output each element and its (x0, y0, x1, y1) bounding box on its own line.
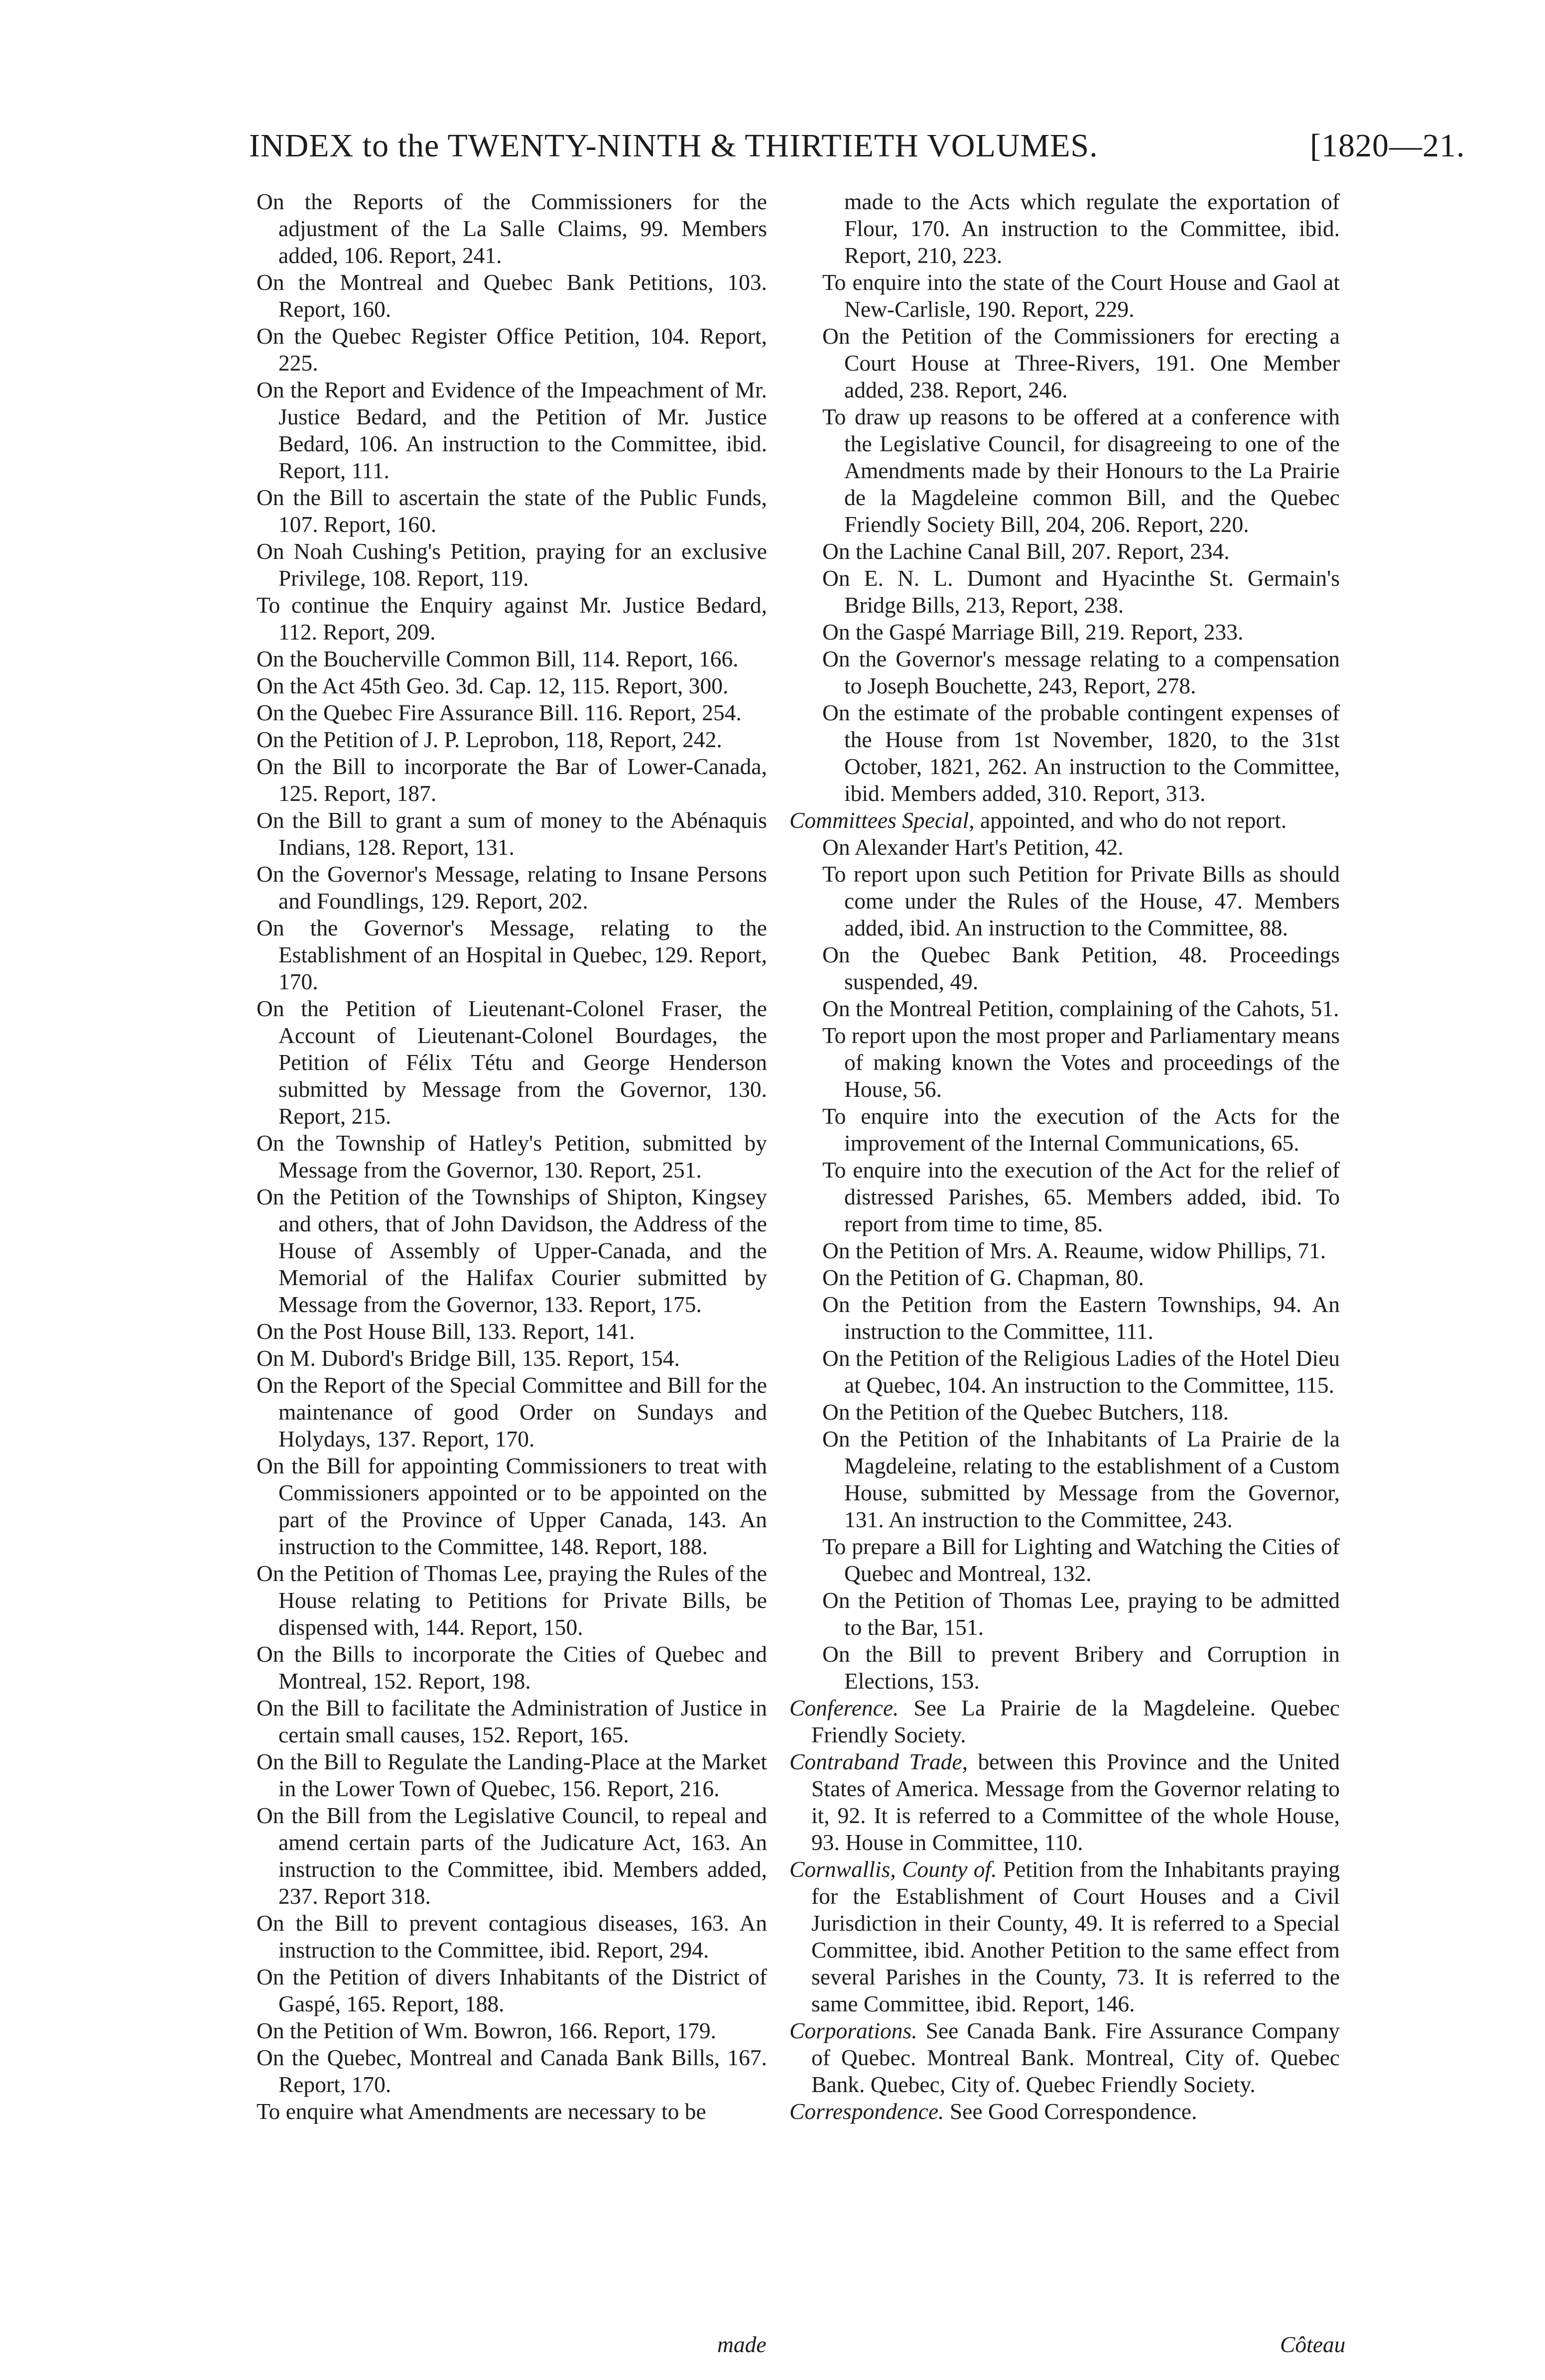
heading-text: Petition from the Inhabitants praying for the Establishment of Court Houses and a Civil Jurisdiction in their County, 49. It is referred to a Special Committee, ibid. Another Petition to the same effect from several Parishes in the County, 73. It is referred to the same Committee, ibid. Report, 146. (811, 1856, 1340, 2016)
index-entry: On the Bill to incorporate the Bar of Lower-Canada, 125. Report, 187. (257, 754, 767, 806)
catchword-left: made (717, 2332, 767, 2357)
index-entry: On the Petition of Mrs. A. Reaume, widow Phillips, 71. (822, 1238, 1326, 1263)
heading-contraband-trade (789, 1748, 1340, 1856)
catchword-right: Côteau (1280, 2332, 1346, 2357)
index-entry: On the Report of the Special Committee and Bill for the maintenance of good Order on Sundays and Holydays, 137. Report, 170. (257, 1372, 767, 1452)
running-title: INDEX to the TWENTY-NINTH & THIRTIETH VOLUMES. (249, 128, 1098, 164)
index-entry: On the Bill to Regulate the Landing-Place at the Market in the Lower Town of Quebec, 156. Report, 216. (257, 1749, 767, 1801)
index-entry-continued: made to the Acts which regulate the exportation of Flour, 170. An instruction to the Committee, ibid. Report, 210, 223. (844, 189, 1340, 268)
folio-years: [1820—21. (1310, 128, 1465, 164)
index-entry: To draw up reasons to be offered at a conference with the Legislative Council, for disagreeing to one of the Amendments made by their Honours to the La Prairie de la Magdeleine common Bill, and the Quebec Friendly Society Bill, 204, 206. Report, 220. (822, 404, 1340, 537)
index-entry: On the Quebec Bank Petition, 48. Proceedings suspended, 49. (822, 942, 1340, 994)
headword: Correspondence. (789, 2099, 944, 2124)
index-entry: On the Petition of Wm. Bowron, 166. Report, 179. (257, 2018, 716, 2043)
index-entry: On the Petition of G. Chapman, 80. (822, 1265, 1144, 1290)
index-entry: On the Quebec Register Office Petition, 104. Report, 225. (257, 323, 767, 376)
index-entry: On the Bill to grant a sum of money to the Abénaquis Indians, 128. Report, 131. (257, 807, 767, 860)
heading-correspondence (789, 2098, 1340, 2125)
heading-text: between this Province and the United States of America. Message from the Governor relating to it, 92. It is referred to a Committee of the whole House, 93. House in Committee, 110. (811, 1749, 1340, 1855)
heading-text: appointed, and who do not report. (980, 807, 1287, 833)
index-entry: On the Governor's message relating to a compensation to Joseph Bouchette, 243, Report, 278. (822, 646, 1340, 698)
heading-corporations (789, 2017, 1340, 2098)
index-entry: On the Petition of the Townships of Shipton, Kingsey and others, that of John Davidson, the Address of the House of Assembly of Upper-Canada, and the Memorial of the Halifax Courier submitted by Message from the Governor, 133. Report, 175. (257, 1184, 767, 1317)
index-entry: On the Reports of the Commissioners for the adjustment of the La Salle Claims, 99. Members added, 106. Report, 241. (257, 189, 767, 268)
heading-text: See Good Correspondence. (949, 2099, 1197, 2124)
index-entry: On the Petition of the Quebec Butchers, 118. (822, 1399, 1229, 1425)
index-entry: To enquire into the state of the Court House and Gaol at New-Carlisle, 190. Report, 229. (822, 269, 1340, 322)
heading-committees-special (789, 807, 1340, 834)
index-entry: On the Montreal Petition, complaining of the Cahots, 51. (822, 996, 1339, 1021)
index-entry: On E. N. L. Dumont and Hyacinthe St. Germain's Bridge Bills, 213, Report, 238. (822, 565, 1340, 618)
index-entry: On the Petition of Thomas Lee, praying to be admitted to the Bar, 151. (822, 1587, 1340, 1640)
index-entry: On the Governor's Message, relating to the Establishment of an Hospital in Quebec, 129. Report, 170. (257, 915, 767, 994)
index-entry: On the Petition of the Inhabitants of La Prairie de la Magdeleine, relating to the establishment of a Custom House, submitted by Message from the Governor, 131. An instruction to the Committee, 243. (822, 1426, 1340, 1532)
index-entry: To continue the Enquiry against Mr. Justice Bedard, 112. Report, 209. (257, 592, 767, 645)
index-entry: To enquire into the execution of the Acts for the improvement of the Internal Communications, 65. (822, 1103, 1340, 1156)
index-entry: On M. Dubord's Bridge Bill, 135. Report, 154. (257, 1345, 680, 1371)
headword: Cornwallis, County of. (789, 1856, 997, 1882)
index-entry: On the Petition from the Eastern Townships, 94. An instruction to the Committee, 111. (822, 1292, 1340, 1344)
index-entry: On the Petition of Thomas Lee, praying the Rules of the House relating to Petitions for Private Bills, be dispensed with, 144. Report, 150. (257, 1561, 767, 1640)
index-entry: On the estimate of the probable contingent expenses of the House from 1st November, 1820, to the 31st October, 1821, 262. An instruction to the Committee, ibid. Members added, 310. Report, 313. (822, 700, 1340, 806)
index-entry: On the Act 45th Geo. 3d. Cap. 12, 115. Report, 300. (257, 673, 729, 698)
index-entry: On the Bill to prevent contagious diseases, 163. An instruction to the Committee, ibid. Report, 294. (257, 1910, 767, 1963)
running-header (0, 127, 1545, 182)
index-entry: On Noah Cushing's Petition, praying for an exclusive Privilege, 108. Report, 119. (257, 538, 767, 591)
index-entry: On the Quebec, Montreal and Canada Bank Bills, 167. Report, 170. (257, 2045, 767, 2097)
index-entry: On the Montreal and Quebec Bank Petitions, 103. Report, 160. (257, 269, 767, 322)
heading-text: See Canada Bank. Fire Assurance Company of Quebec. Montreal Bank. Montreal, City of. Quebec Bank. Quebec, City of. Quebec Friendly Society. (811, 2018, 1340, 2097)
index-entry: On the Gaspé Marriage Bill, 219. Report, 233. (822, 619, 1244, 645)
index-entry: On the Petition of the Religious Ladies of the Hotel Dieu at Quebec, 104. An instruction to the Committee, 115. (822, 1345, 1340, 1398)
right-column (789, 188, 1340, 2330)
index-entry: On the Report and Evidence of the Impeachment of Mr. Justice Bedard, and the Petition of Mr. Justice Bedard, 106. An instruction to the Committee, ibid. Report, 111. (257, 377, 767, 483)
heading-conference (789, 1695, 1340, 1748)
index-entry: On the Post House Bill, 133. Report, 141. (257, 1319, 635, 1344)
heading-text: See La Prairie de la Magdeleine. Quebec Friendly Society. (811, 1695, 1340, 1747)
headword: Committees Special, (789, 807, 975, 833)
index-entry: On the Bills to incorporate the Cities of Quebec and Montreal, 152. Report, 198. (257, 1641, 767, 1694)
index-entry: On the Petition of Lieutenant-Colonel Fraser, the Account of Lieutenant-Colonel Bourdages, the Petition of Félix Tétu and George Henderson submitted by Message from the Governor, 130. Report, 215. (257, 996, 767, 1129)
index-entry: On the Quebec Fire Assurance Bill. 116. Report, 254. (257, 700, 742, 725)
index-entry: On the Lachine Canal Bill, 207. Report, 234. (822, 538, 1230, 564)
left-column (257, 188, 767, 2330)
index-entry: On the Bill to prevent Bribery and Corruption in Elections, 153. (822, 1641, 1340, 1694)
index-entry: On the Bill to facilitate the Administration of Justice in certain small causes, 152. Report, 165. (257, 1695, 767, 1747)
index-entry: On the Bill from the Legislative Council, to repeal and amend certain parts of the Judicature Act, 163. An instruction to the Committee, ibid. Members added, 237. Report 318. (257, 1803, 767, 1909)
index-entry: On the Township of Hatley's Petition, submitted by Message from the Governor, 130. Report, 251. (257, 1130, 767, 1183)
index-entry: To report upon the most proper and Parliamentary means of making known the Votes and proceedings of the House, 56. (822, 1023, 1340, 1102)
heading-cornwallis (789, 1856, 1340, 2017)
index-entry: To enquire into the execution of the Act for the relief of distressed Parishes, 65. Members added, ibid. To report from time to time, 85. (822, 1157, 1340, 1236)
index-entry: On the Petition of the Commissioners for erecting a Court House at Three-Rivers, 191. One Member added, 238. Report, 246. (822, 323, 1340, 402)
index-entry: On the Petition of divers Inhabitants of the District of Gaspé, 165. Report, 188. (257, 1964, 767, 2016)
index-entry: On the Bill for appointing Commissioners to treat with Commissioners appointed or to be appointed on the part of the Province of Upper Canada, 143. An instruction to the Committee, 148. Report, 188. (257, 1453, 767, 1559)
index-entry: On the Governor's Message, relating to Insane Persons and Foundlings, 129. Report, 202. (257, 861, 767, 914)
index-entry: On the Bill to ascertain the state of the Public Funds, 107. Report, 160. (257, 485, 767, 537)
index-entry: To prepare a Bill for Lighting and Watching the Cities of Quebec and Montreal, 132. (822, 1534, 1340, 1586)
headword: Contraband Trade, (789, 1749, 968, 1774)
index-entry: On the Petition of J. P. Leprobon, 118, Report, 242. (257, 727, 722, 752)
index-entry: To enquire what Amendments are necessary to be (257, 2099, 706, 2124)
index-entry: On Alexander Hart's Petition, 42. (822, 834, 1124, 860)
headword: Corporations. (789, 2018, 917, 2043)
index-entry: On the Boucherville Common Bill, 114. Report, 166. (257, 646, 739, 671)
index-entry: To report upon such Petition for Private Bills as should come under the Rules of the House, 47. Members added, ibid. An instruction to the Committee, 88. (822, 861, 1340, 940)
headword: Conference. (789, 1695, 899, 1720)
